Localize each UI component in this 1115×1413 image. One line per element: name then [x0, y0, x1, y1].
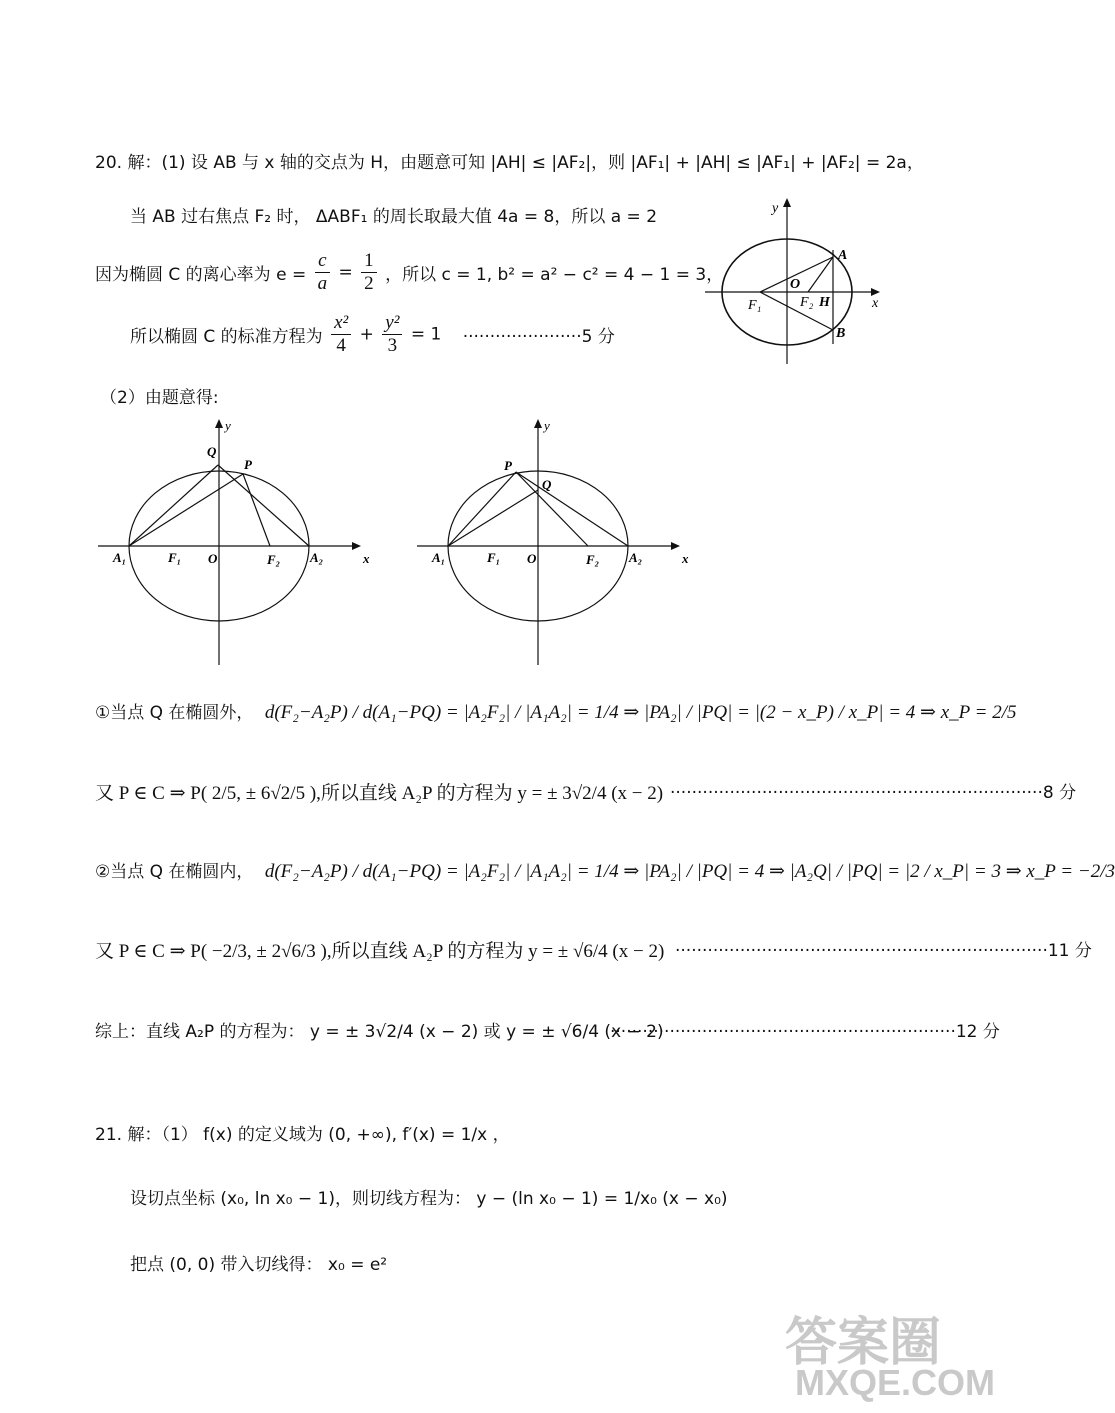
segment-a1p — [129, 474, 243, 546]
label-f2: F₂ — [586, 552, 600, 567]
label-p: P — [504, 458, 512, 473]
frac-den: a — [317, 273, 328, 294]
q21-line3: 把点 (0, 0) 带入切线得： x₀ = e² — [130, 1255, 388, 1275]
case2-line2-text: 又 P ∈ C ⇒ P( −2/3, ± 2√6/3 ),所以直线 A₂P 的方程为 y = ± √6/4 (x − 2) — [95, 941, 665, 962]
q21-line2: 设切点坐标 (x₀, ln x₀ − 1)，则切线方程为： y − (ln x₀ − 1) = 1/x₀ (x − x₀) — [130, 1189, 728, 1209]
score-5: ······················5 分 — [462, 327, 615, 347]
segment-pa2 — [516, 472, 628, 546]
segment-a1p — [448, 472, 516, 546]
frac-den: 2 — [364, 273, 374, 294]
x-arrow — [352, 542, 361, 550]
label-a: A — [838, 248, 848, 263]
label-x: x — [682, 551, 689, 566]
frac-den: 3 — [387, 335, 398, 356]
label-a2: A₂ — [310, 550, 324, 565]
frac-num: y² — [382, 312, 402, 335]
label-p: P — [244, 457, 252, 472]
label-y: y — [772, 201, 779, 216]
fraction-x2-over-4 — [331, 312, 351, 357]
q20-line4 — [130, 312, 615, 357]
label-a1: A₁ — [113, 550, 127, 565]
x-arrow — [671, 542, 680, 550]
q21-line1: 21. 解：（1） f(x) 的定义域为 (0, +∞), f′(x) = 1/x ， — [95, 1125, 510, 1145]
figure-ellipse-chord — [700, 192, 900, 367]
q20-line3-pre: 因为椭圆 C 的离心率为 e = — [95, 265, 307, 285]
case1-line1 — [95, 698, 1017, 724]
label-y: y — [544, 418, 550, 433]
fraction-y2-over-3 — [382, 312, 402, 357]
score-11: ·····································································11 分 — [675, 941, 1092, 961]
score-8: ·····································································8 分 — [670, 783, 1077, 803]
label-a1: A₁ — [432, 550, 446, 565]
figure-q-outside — [93, 410, 383, 672]
label-o: O — [790, 277, 801, 292]
watermark-site: MXQE.COM — [795, 1362, 996, 1403]
fraction-one-half — [361, 250, 377, 295]
case2-pre: ②当点 Q 在椭圆内， — [95, 862, 254, 882]
summary-line — [95, 1017, 1000, 1042]
equals-sign: = — [338, 262, 353, 283]
label-h: H — [819, 295, 830, 310]
segment-a1q — [129, 465, 218, 546]
frac-num: c — [315, 250, 331, 273]
case1-line2 — [95, 778, 1077, 805]
segment-a1q — [448, 490, 538, 546]
label-f2: F₂ — [267, 552, 281, 567]
fraction-c-over-a — [315, 250, 331, 295]
label-q: Q — [542, 477, 552, 492]
case2-math: d(F₂−A₂P) / d(A₁−PQ) = |A₂F₂| / |A₁A₂| = 1/4 ⇒ |PA₂| / |PQ| = 4 ⇒ |A₂Q| / |PQ| = |2 / x_P| = 3 ⇒ x_P = −2/3 — [264, 861, 1115, 882]
case1-math: d(F₂−A₂P) / d(A₁−PQ) = |A₂F₂| / |A₁A₂| = 1/4 ⇒ |PA₂| / |PQ| = |(2 − x_P) / x_P| = 4 ⇒ x_P = 2/5 — [264, 702, 1017, 723]
label-o: O — [208, 551, 218, 566]
y-arrow — [534, 419, 542, 428]
q20-line4-pre: 所以椭圆 C 的标准方程为 — [130, 327, 323, 347]
label-a2: A₂ — [629, 550, 643, 565]
case1-pre: ①当点 Q 在椭圆外， — [95, 703, 254, 723]
label-f1: F₁ — [487, 550, 501, 565]
label-f1: F₁ — [168, 550, 182, 565]
label-o: O — [527, 551, 537, 566]
y-arrow — [783, 198, 791, 207]
x-arrow — [871, 288, 880, 296]
label-f1: F₁ — [748, 298, 762, 313]
case1-line2-text: 又 P ∈ C ⇒ P( 2/5, ± 6√2/5 ),所以直线 A₂P 的方程为 y = ± 3√2/4 (x − 2) — [95, 783, 664, 804]
frac-num: x² — [331, 312, 351, 335]
segment-pf2 — [243, 474, 270, 546]
watermark-logo: 答案圈 — [785, 1314, 942, 1372]
figure-q-inside — [412, 410, 702, 672]
q20-line3 — [95, 250, 723, 295]
q20-line4-post: = 1 — [410, 324, 442, 345]
segment-pf2 — [516, 472, 588, 546]
y-arrow — [215, 419, 223, 428]
label-f2: F₂ — [800, 295, 814, 310]
frac-num: 1 — [361, 250, 377, 273]
label-y: y — [225, 418, 231, 433]
q20-part2: （2）由题意得: — [100, 388, 219, 408]
q20-line3-post: ，所以 c = 1, b² = a² − c² = 4 − 1 = 3， — [385, 265, 724, 285]
case2-line1 — [95, 857, 1115, 883]
frac-den: 4 — [336, 335, 346, 356]
summary-text: 综上：直线 A₂P 的方程为： y = ± 3√2/4 (x − 2) 或 y = ± √6/4 (x − 2) — [95, 1022, 664, 1042]
label-q: Q — [207, 444, 217, 459]
label-x: x — [363, 551, 370, 566]
q20-header: 20. 解：(1) 设 AB 与 x 轴的交点为 H，由题意可知 |AH| ≤ |AF₂|，则 |AF₁| + |AH| ≤ |AF₁| + |AF₂| = 2a， — [95, 153, 924, 173]
score-12: ································································12 分 — [610, 1022, 1000, 1042]
segment-f2a — [808, 257, 833, 292]
q20-line2: 当 AB 过右焦点 F₂ 时， ΔABF₁ 的周长取最大值 4a = 8，所以 a = 2 — [130, 207, 658, 227]
case2-line2 — [95, 936, 1092, 963]
label-b: B — [836, 326, 846, 341]
plus-sign: + — [359, 324, 374, 345]
label-x: x — [872, 296, 879, 311]
